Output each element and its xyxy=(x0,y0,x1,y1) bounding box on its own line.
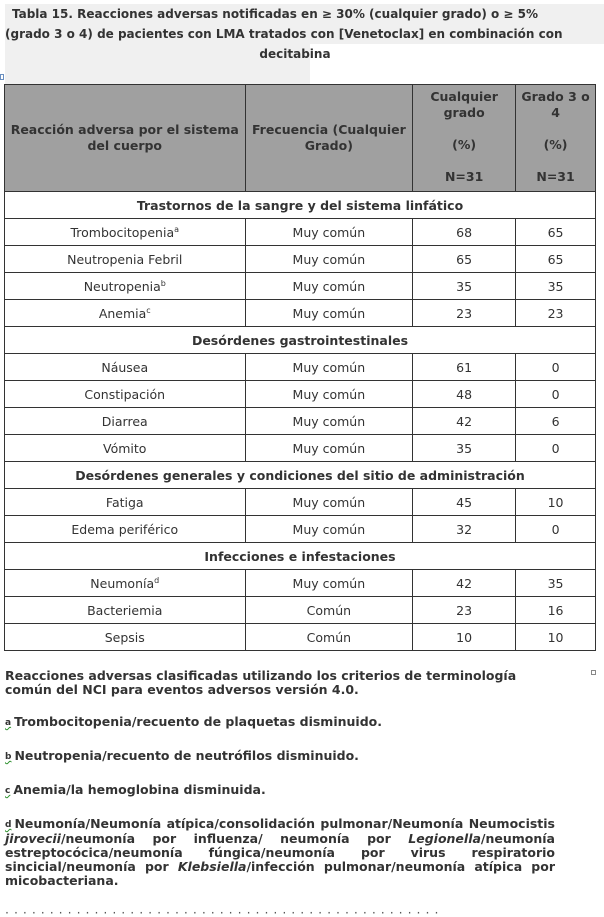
adverse-reactions-table xyxy=(4,84,596,651)
cell-grade-3-4: 10 xyxy=(516,624,596,651)
header-grade-3-4 xyxy=(516,85,596,192)
cell-frequency: Muy común xyxy=(245,219,413,246)
cell-grade-3-4: 0 xyxy=(516,516,596,543)
footnote-b-text: Neutropenia/recuento de neutrófilos disminuido. xyxy=(14,748,359,763)
footnote-d xyxy=(5,817,555,888)
section-row xyxy=(5,192,596,219)
cell-grade-3-4: 0 xyxy=(516,354,596,381)
reaction-name: Neutropenia Febril xyxy=(67,251,183,267)
cell-grade-3-4: 0 xyxy=(516,381,596,408)
cell-reaction xyxy=(5,300,246,327)
cell-frequency: Muy común xyxy=(245,354,413,381)
footnote-d-text-3: /neumonía estreptocócica/neumonía fúngica/neumonía por virus respiratorio sincicial/neumonía por xyxy=(5,831,555,874)
reaction-name: Anemia xyxy=(98,305,147,321)
reaction-name: Diarrea xyxy=(101,413,148,429)
cell-any-grade: 42 xyxy=(413,570,516,597)
header-reaction: Reacción adversa por el sistema del cuerpo xyxy=(5,85,246,192)
footnote-ref: b xyxy=(160,278,166,288)
reaction-name: Náusea xyxy=(101,359,149,375)
footnote-b-mark: b xyxy=(5,752,12,762)
table-row xyxy=(5,597,596,624)
reaction-name: Neutropenia xyxy=(83,278,161,294)
table-row xyxy=(5,219,596,246)
cell-reaction xyxy=(5,570,246,597)
table-row xyxy=(5,246,596,273)
section-title: Desórdenes gastrointestinales xyxy=(5,327,596,354)
table-row xyxy=(5,435,596,462)
cell-frequency: Muy común xyxy=(245,273,413,300)
cell-grade-3-4: 65 xyxy=(516,219,596,246)
cell-any-grade: 23 xyxy=(413,597,516,624)
section-title: Trastornos de la sangre y del sistema linfático xyxy=(5,192,596,219)
cell-frequency: Muy común xyxy=(245,570,413,597)
cell-reaction xyxy=(5,273,246,300)
cell-grade-3-4: 23 xyxy=(516,300,596,327)
footnote-d-mark: d xyxy=(5,820,12,830)
cell-grade-3-4: 35 xyxy=(516,273,596,300)
cell-grade-3-4: 6 xyxy=(516,408,596,435)
header-any-grade-n: N=31 xyxy=(444,169,484,184)
cell-grade-3-4: 0 xyxy=(516,435,596,462)
footnote-d-text-2: /neumonía por influenza/ neumonía por xyxy=(60,831,409,846)
cell-any-grade: 10 xyxy=(413,624,516,651)
cell-reaction xyxy=(5,435,246,462)
table-row xyxy=(5,624,596,651)
cell-reaction xyxy=(5,219,246,246)
footnote-d-text-1: Neumonía/Neumonía atípica/consolidación pulmonar/Neumonía Neumocistis xyxy=(14,816,555,831)
cell-reaction xyxy=(5,246,246,273)
cell-any-grade: 35 xyxy=(413,435,516,462)
table-row xyxy=(5,381,596,408)
cell-frequency: Muy común xyxy=(245,381,413,408)
footnote-ref: d xyxy=(154,575,160,585)
cell-reaction xyxy=(5,516,246,543)
footnote-d-italic-3: Klebsiella xyxy=(177,859,247,874)
header-any-grade-unit: (%) xyxy=(452,137,477,152)
table-body xyxy=(5,192,596,651)
cell-grade-3-4: 35 xyxy=(516,570,596,597)
footnote-c-text: Anemia/la hemoglobina disminuida. xyxy=(13,782,266,797)
cell-frequency: Muy común xyxy=(245,408,413,435)
table-row xyxy=(5,273,596,300)
header-grade-3-4-n: N=31 xyxy=(536,169,575,184)
footnote-d-italic-1: jirovecii xyxy=(5,831,61,846)
cut-off-text-line: · · · · · · · · · · · · · · · · · · · · · · · · · · · · · · · · · · · · · · · · · · · · · · · · · xyxy=(5,906,439,917)
table-row xyxy=(5,408,596,435)
section-title: Infecciones e infestaciones xyxy=(5,543,596,570)
cell-any-grade: 48 xyxy=(413,381,516,408)
section-title: Desórdenes generales y condiciones del sitio de administración xyxy=(5,462,596,489)
reaction-name: Edema periférico xyxy=(71,521,179,537)
reaction-name: Neumonía xyxy=(90,575,155,591)
cell-any-grade: 61 xyxy=(413,354,516,381)
section-row xyxy=(5,543,596,570)
section-row xyxy=(5,327,596,354)
footnote-a xyxy=(5,715,555,730)
cell-frequency: Muy común xyxy=(245,435,413,462)
footnote-d-italic-2: Legionella xyxy=(408,831,481,846)
cell-any-grade: 42 xyxy=(413,408,516,435)
cell-frequency: Muy común xyxy=(245,300,413,327)
caption-line: Tabla 15. Reacciones adversas notificadas en ≥ 30% (cualquier grado) o ≥ 5% xyxy=(11,7,539,21)
footnote-criteria: Reacciones adversas clasificadas utilizando los criterios de terminología común del NCI para eventos adversos versión 4.0. xyxy=(5,668,517,697)
cell-reaction xyxy=(5,354,246,381)
cell-reaction xyxy=(5,624,246,651)
cell-any-grade: 23 xyxy=(413,300,516,327)
reaction-name: Sepsis xyxy=(104,629,145,645)
footnote-a-mark: a xyxy=(5,718,12,728)
table-row xyxy=(5,300,596,327)
header-any-grade xyxy=(413,85,516,192)
footnote-c-mark: c xyxy=(5,786,11,796)
cell-reaction xyxy=(5,381,246,408)
cell-any-grade: 65 xyxy=(413,246,516,273)
footnote-ref: a xyxy=(174,224,180,234)
cell-grade-3-4: 10 xyxy=(516,489,596,516)
cell-reaction xyxy=(5,408,246,435)
cell-any-grade: 35 xyxy=(413,273,516,300)
cell-frequency: Muy común xyxy=(245,516,413,543)
reaction-name: Constipación xyxy=(84,386,166,402)
table-footnotes xyxy=(5,669,555,907)
header-grade-3-4-unit: (%) xyxy=(543,137,568,152)
reaction-name: Fatiga xyxy=(105,494,144,510)
table-caption xyxy=(5,4,563,64)
cell-reaction xyxy=(5,489,246,516)
object-anchor-icon[interactable] xyxy=(0,74,4,80)
reaction-name: Trombocitopenia xyxy=(70,224,175,240)
cell-any-grade: 45 xyxy=(413,489,516,516)
reaction-name: Bacteriemia xyxy=(87,602,163,618)
cell-grade-3-4: 65 xyxy=(516,246,596,273)
footnote-a-text: Trombocitopenia/recuento de plaquetas disminuido. xyxy=(14,714,382,729)
cell-frequency: Común xyxy=(245,597,413,624)
footnote-d-text-4: /infección pulmonar/neumonía atípica por micobacteriana. xyxy=(5,859,555,888)
cell-grade-3-4: 16 xyxy=(516,597,596,624)
footnote-c xyxy=(5,783,555,798)
header-any-grade-title: Cualquier grado xyxy=(430,89,498,120)
caption-line: decitabina xyxy=(259,47,331,61)
table-resize-handle[interactable] xyxy=(591,670,596,675)
cell-frequency: Muy común xyxy=(245,246,413,273)
table-row xyxy=(5,516,596,543)
reaction-name: Vómito xyxy=(103,440,147,456)
cell-frequency: Común xyxy=(245,624,413,651)
header-grade-3-4-title: Grado 3 o 4 xyxy=(521,89,590,120)
footnote-b xyxy=(5,749,555,764)
cell-frequency: Muy común xyxy=(245,489,413,516)
table-row xyxy=(5,354,596,381)
cell-reaction xyxy=(5,597,246,624)
table-row xyxy=(5,489,596,516)
caption-line: (grado 3 o 4) de pacientes con LMA tratados con [Venetoclax] en combinación con xyxy=(5,27,563,41)
section-row xyxy=(5,462,596,489)
table-header-row xyxy=(5,85,596,192)
table-row xyxy=(5,570,596,597)
cell-any-grade: 32 xyxy=(413,516,516,543)
footnote-ref: c xyxy=(146,305,151,315)
header-frequency: Frecuencia (Cualquier Grado) xyxy=(245,85,413,192)
cell-any-grade: 68 xyxy=(413,219,516,246)
